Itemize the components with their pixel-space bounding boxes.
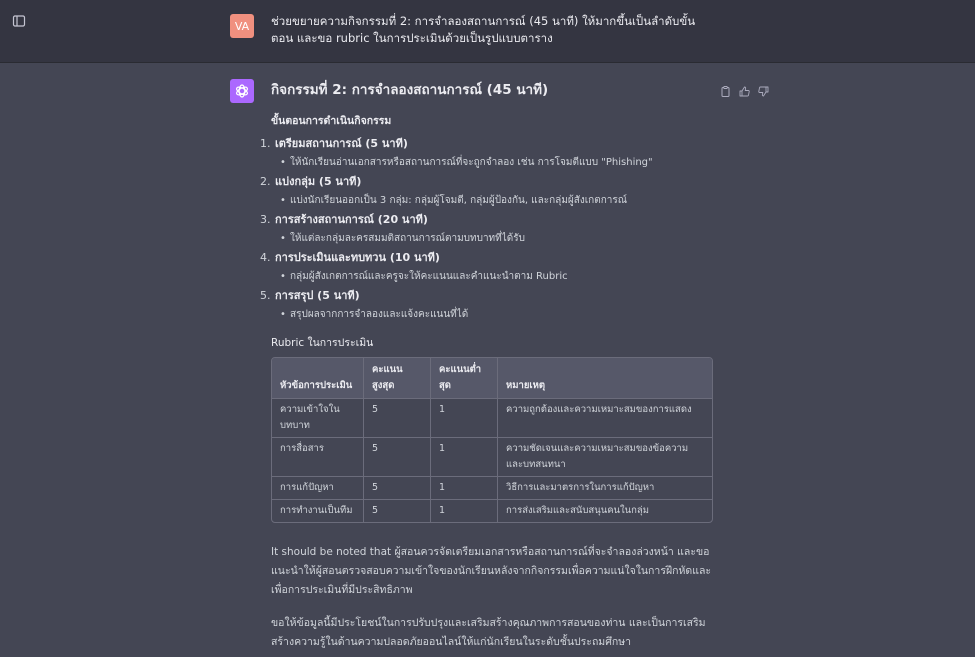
rubric-heading: Rubric ในการประเมิน <box>271 337 374 349</box>
table-cell: 5 <box>364 500 431 522</box>
user-message-text: ช่วยขยายความกิจกรรมที่ 2: การจำลองสถานการณ์ (45 นาที) ให้มากขึ้นเป็นลำดับขั้นตอน และขอ rubric ในการประเมินด้วยเป็นรูปแบบตาราง <box>271 14 696 45</box>
table-cell: 1 <box>431 477 498 500</box>
table-header-cell: คะแนนสูงสุด <box>364 358 431 399</box>
step-item <box>260 210 716 248</box>
table-cell: การแก้ปัญหา <box>272 477 364 500</box>
step-title: เตรียมสถานการณ์ (5 นาที) <box>275 137 408 150</box>
step-item <box>260 286 716 324</box>
clipboard-icon[interactable] <box>720 82 731 93</box>
table-cell: 5 <box>364 399 431 438</box>
table-cell: ความชัดเจนและความเหมาะสมของข้อความและบทสนทนา <box>498 438 712 477</box>
response-title: กิจกรรมที่ 2: การจำลองสถานการณ์ (45 นาที) <box>271 82 549 98</box>
closing-paragraph: ขอให้ข้อมูลนี้มีประโยชน์ในการปรับปรุงและเสริมสร้างคุณภาพการสอนของท่าน และเป็นการเสริมสร้างความรู้ในด้านความปลอดภัยออนไลน์ให้แก่นักเรียนในระดับชั้นประถมศึกษา <box>271 617 706 648</box>
table-cell: วิธีการและมาตรการในการแก้ปัญหา <box>498 477 712 500</box>
step-item <box>260 248 716 286</box>
step-item <box>260 134 716 172</box>
step-title: การสร้างสถานการณ์ (20 นาที) <box>275 213 428 226</box>
table-header-cell: คะแนนต่ำสุด <box>431 358 498 399</box>
step-title: แบ่งกลุ่ม (5 นาที) <box>275 175 362 188</box>
table-cell: 5 <box>364 438 431 477</box>
steps-heading: ขั้นตอนการดำเนินกิจกรรม <box>271 115 392 127</box>
note-paragraph: It should be noted that ผู้สอนควรจัดเตรียมเอกสารหรือสถานการณ์ที่จะจำลองล่วงหน้า และขอแนะนำให้ผู้สอนตรวจสอบความเข้าใจของนักเรียนหลังจากกิจกรรมเพื่อความแน่ใจในการฝึกหัดและเพื่อการประเมินที่มีประสิทธิภาพ <box>271 546 712 596</box>
table-header-cell: หมายเหตุ <box>498 358 712 399</box>
table-row <box>272 438 712 477</box>
step-detail: • กลุ่มผู้สังเกตการณ์และครูจะให้คะแนนและคำแนะนำตาม Rubric <box>275 267 716 286</box>
step-item <box>260 172 716 210</box>
step-detail: • ให้แต่ละกลุ่มละครสมมติสถานการณ์ตามบทบาทที่ได้รับ <box>275 229 716 248</box>
table-cell: 5 <box>364 477 431 500</box>
table-cell: 1 <box>431 500 498 522</box>
table-cell: 1 <box>431 438 498 477</box>
user-avatar: VA <box>230 14 254 38</box>
step-title: การประเมินและทบทวน (10 นาที) <box>275 251 440 264</box>
table-cell: ความเข้าใจในบทบาท <box>272 399 364 438</box>
table-row <box>272 399 712 438</box>
table-header-row <box>272 358 712 399</box>
steps-list <box>260 134 716 324</box>
step-title: การสรุป (5 นาที) <box>275 289 360 302</box>
message-actions <box>720 82 769 93</box>
table-cell: ความถูกต้องและความเหมาะสมของการแสดง <box>498 399 712 438</box>
step-detail: • ให้นักเรียนอ่านเอกสารหรือสถานการณ์ที่จะถูกจำลอง เช่น การโจมตีแบบ "Phishing" <box>275 153 716 172</box>
assistant-message-content <box>260 81 716 652</box>
table-row <box>272 477 712 500</box>
openai-logo-icon <box>230 79 254 103</box>
step-number: 5. <box>260 289 271 302</box>
rubric-table <box>271 357 713 523</box>
step-number: 2. <box>260 175 271 188</box>
step-detail: • แบ่งนักเรียนออกเป็น 3 กลุ่ม: กลุ่มผู้โจมตี, กลุ่มผู้ป้องกัน, และกลุ่มผู้สังเกตการณ์ <box>275 191 716 210</box>
step-number: 1. <box>260 137 271 150</box>
table-row <box>272 500 712 522</box>
table-header-cell: หัวข้อการประเมิน <box>272 358 364 399</box>
table-cell: การสื่อสาร <box>272 438 364 477</box>
user-message-row <box>0 0 975 63</box>
thumbs-up-icon[interactable] <box>739 82 750 93</box>
sidebar-toggle-icon[interactable] <box>12 13 26 27</box>
table-cell: 1 <box>431 399 498 438</box>
step-number: 3. <box>260 213 271 226</box>
table-cell: การส่งเสริมและสนับสนุนคนในกลุ่ม <box>506 505 650 516</box>
step-detail: • สรุปผลจากการจำลองและแจ้งคะแนนที่ได้ <box>275 305 716 324</box>
assistant-message-row <box>0 63 975 657</box>
step-number: 4. <box>260 251 271 264</box>
table-cell: การทำงานเป็นทีม <box>272 500 364 522</box>
thumbs-down-icon[interactable] <box>758 82 769 93</box>
